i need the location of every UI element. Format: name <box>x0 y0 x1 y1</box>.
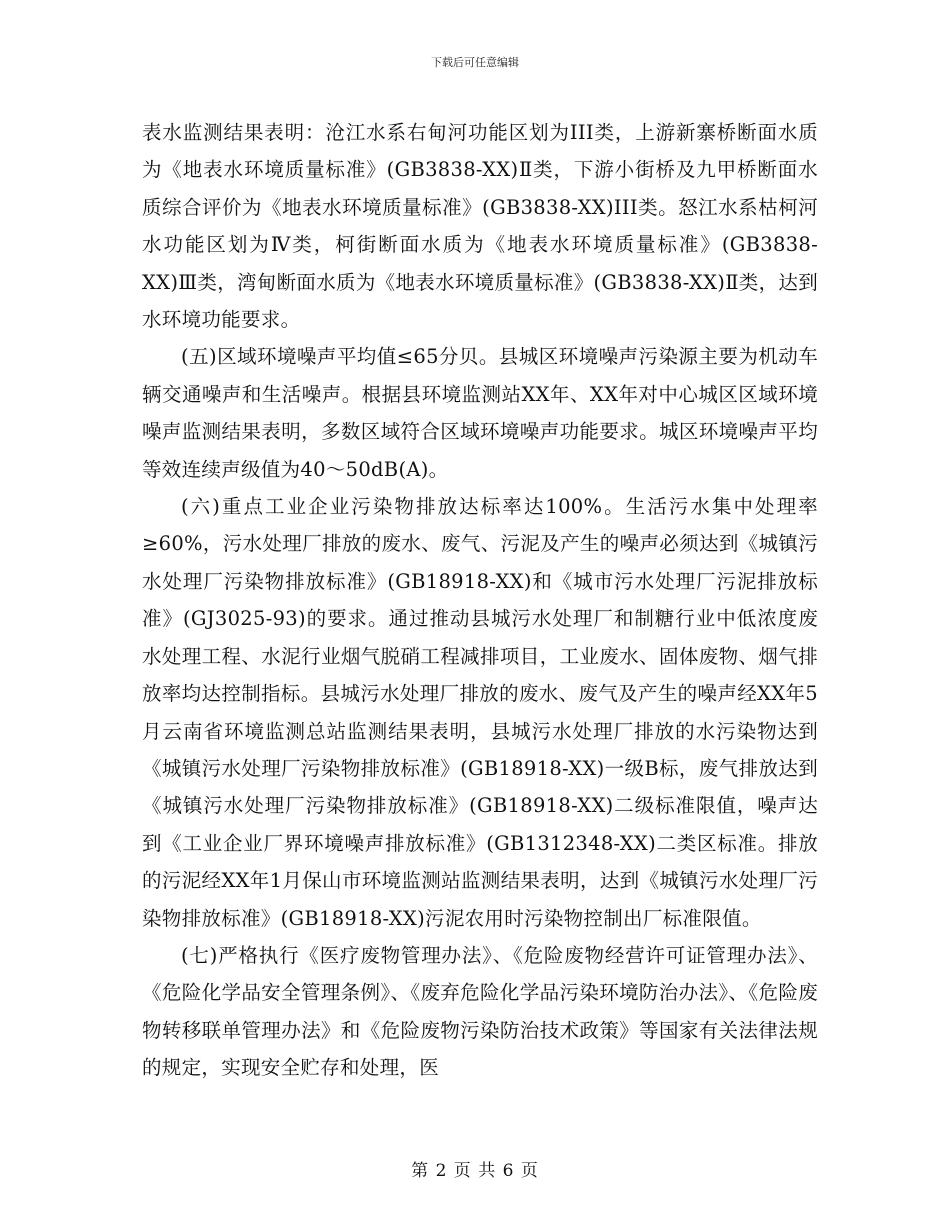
paragraph-surface-water: 表水监测结果表明：沧江水系右甸河功能区划为III类，上游新寨桥断面水质为《地表水环境质量标准》(GB3838-XX)Ⅱ类，下游小街桥及九甲桥断面水质综合评价为《地表水环境质量标准》(GB3838-XX)III类。怒江水系枯柯河水功能区划为Ⅳ类，柯街断面水质为《地表水环境质量标准》(GB3838-XX)Ⅲ类，湾甸断面水质为《地表水环境质量标准》(GB3838-XX)Ⅱ类，达到水环境功能要求。 <box>142 121 818 332</box>
header-note: 下载后可任意编辑 <box>431 56 519 69</box>
paragraph-industrial-discharge: (六)重点工业企业污染物排放达标率达100%。生活污水集中处理率≥60%，污水处理厂排放的废水、废气、污泥及产生的噪声必须达到《城镇污水处理厂污染物排放标准》(GB18918-XX)和《城市污水处理厂污泥排放标准》(GJ3025-93)的要求。通过推动县城污水处理厂和制糖行业中低浓度废水处理工程、水泥行业烟气脱硝工程减排项目，工业废水、固体废物、烟气排放率均达控制指标。县城污水处理厂排放的废水、废气及产生的噪声经XX年5月云南省环境监测总站监测结果表明，县城污水处理厂排放的水污染物达到《城镇污水处理厂污染物排放标准》(GB18918-XX)一级B标，废气排放达到《城镇污水处理厂污染物排放标准》(GB18918-XX)二级标准限值，噪声达到《工业企业厂界环境噪声排放标准》(GB1312348-XX)二类区标准。排放的污泥经XX年1月保山市环境监测站监测结果表明，达到《城镇污水处理厂污染物排放标准》(GB18918-XX)污泥农用时污染物控制出厂标准限值。 <box>142 495 818 930</box>
paragraph-hazardous-waste: (七)严格执行《医疗废物管理办法》、《危险废物经营许可证管理办法》、《危险化学品安全管理条例》、《废弃危险化学品污染环境防治办法》、《危险废物转移联单管理办法》和《危险废物污染防治技术政策》等国家有关法律法规的规定，实现安全贮存和处理，医 <box>142 943 818 1080</box>
page-number: 第 2 页 共 6 页 <box>411 1161 539 1181</box>
paragraph-noise: (五)区域环境噪声平均值≤65分贝。县城区环境噪声污染源主要为机动车辆交通噪声和生活噪声。根据县环境监测站XX年、XX年对中心城区区域环境噪声监测结果表明，多数区域符合区域环境噪声功能要求。城区环境噪声平均等效连续声级值为40～50dB(A)。 <box>142 345 818 481</box>
document-body <box>142 114 818 1087</box>
